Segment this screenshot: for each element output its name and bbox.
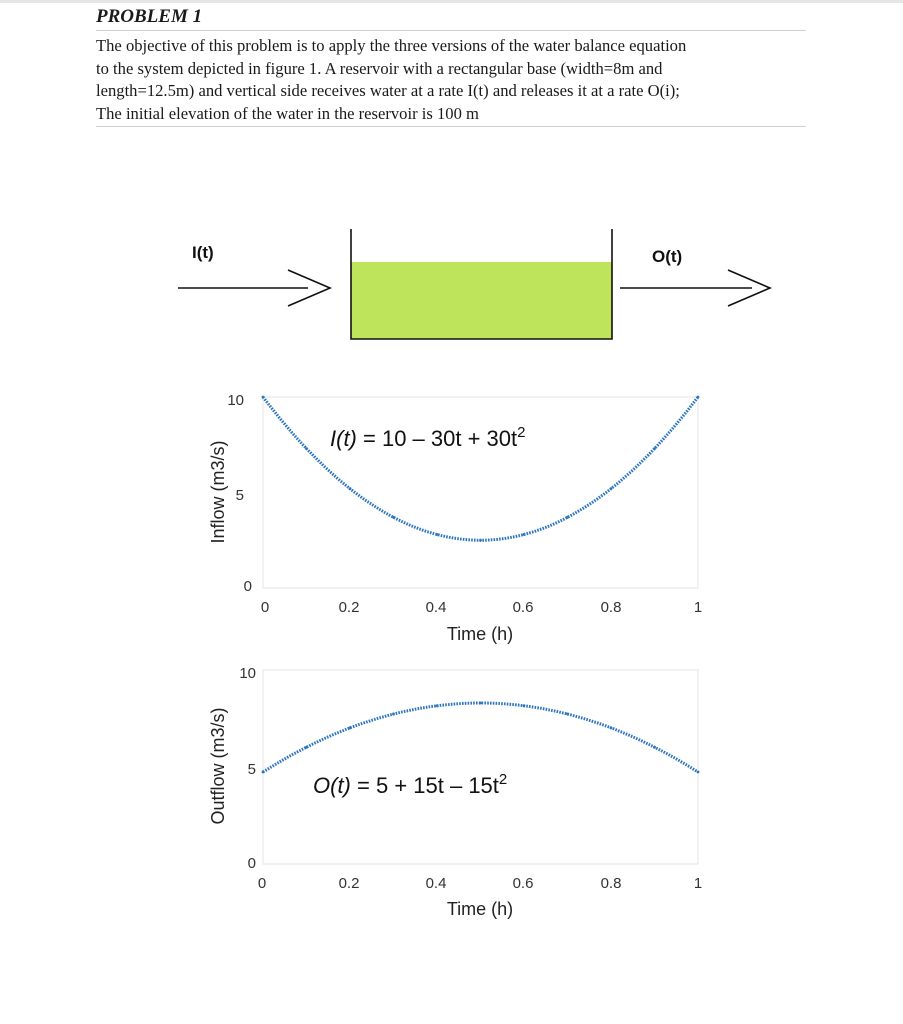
outflow-equation-rhs: 5 + 15t – 15t [375, 773, 499, 798]
inflow-point [566, 516, 569, 519]
outflow-xtick-0.2: 0.2 [338, 875, 360, 892]
outflow-point [436, 704, 439, 707]
outflow-ytick-0: 0 [247, 855, 256, 872]
outflow-equation: $O(t) = 5 + 15t - 15t^2$ [313, 771, 508, 798]
statement-line: The objective of this problem is to apply the three versions of the water balance equation [96, 36, 687, 55]
inflow-point [436, 533, 439, 536]
inflow-ytick-0: 0 [243, 578, 252, 595]
inflow-equation: $I(t) = 10 - 30t + 30t^2$ [330, 424, 526, 451]
statement-line: length=12.5m) and vertical side receives water at a rate I(t) and releases it at a rate O(i); [96, 81, 680, 100]
inflow-line [263, 397, 698, 540]
outflow-xlabel: Time (h) [446, 899, 514, 919]
outflow-point [305, 746, 308, 749]
inflow-point [697, 396, 700, 399]
outflow-point [697, 771, 700, 774]
inflow-xtick-0.6: 0.6 [512, 599, 534, 616]
inflow-point [523, 533, 526, 536]
outflow-point [566, 713, 569, 716]
reservoir-diagram [178, 229, 770, 339]
outflow-point [653, 746, 656, 749]
outflow-point [262, 771, 265, 774]
inflow-xtick-0.2: 0.2 [338, 599, 360, 616]
inflow-ylabel: Inflow (m3/s) [208, 440, 228, 544]
inflow-equation-lhs: I(t) [330, 426, 357, 451]
outflow-plot-frame [263, 670, 698, 864]
inflow-label: I(t) [192, 243, 214, 262]
outflow-point [610, 726, 613, 729]
inflow-xtick-0.8: 0.8 [600, 599, 622, 616]
inflow-ytick-5: 5 [235, 487, 244, 504]
outflow-ylabel: Outflow (m3/s) [208, 707, 228, 825]
inflow-point [392, 516, 395, 519]
outflow-point [349, 726, 352, 729]
inflow-point [479, 539, 482, 542]
outflow-point [392, 713, 395, 716]
inflow-xtick-1: 1 [693, 599, 703, 616]
inflow-point [262, 396, 265, 399]
inflow-point [349, 487, 352, 490]
reservoir-water [351, 262, 612, 339]
inflow-equation-rhs: 10 – 30t + 30t [381, 426, 518, 451]
outflow-xtick-0: 0 [257, 875, 267, 892]
outflow-xtick-0.6: 0.6 [512, 875, 534, 892]
outflow-ytick-5: 5 [247, 761, 256, 778]
outflow-ytick-10: 10 [239, 665, 256, 682]
outflow-equation-lhs: O(t) [313, 773, 351, 798]
inflow-equation-exp: 2 [517, 424, 526, 441]
problem-title: PROBLEM 1 [96, 6, 203, 27]
outflow-equation-exp: 2 [498, 771, 508, 788]
inflow-xtick-0: 0 [260, 599, 270, 616]
inflow-point [653, 447, 656, 450]
inflow-series [262, 396, 700, 542]
outflow-series [262, 702, 700, 774]
outflow-point [479, 702, 482, 705]
outflow-line [263, 703, 698, 772]
statement-line: The initial elevation of the water in the reservoir is 100 m [96, 103, 479, 123]
outflow-xtick-0.8: 0.8 [600, 875, 622, 892]
outflow-point [523, 704, 526, 707]
outflow-xtick-0.4: 0.4 [425, 875, 447, 892]
inflow-xtick-0.4: 0.4 [425, 599, 447, 616]
outflow-xtick-1: 1 [693, 875, 703, 892]
inflow-ytick-10: 10 [227, 392, 244, 409]
inflow-point [305, 447, 308, 450]
outflow-label: O(t) [652, 247, 683, 266]
inflow-xlabel: Time (h) [446, 624, 514, 644]
outflow-chart [208, 665, 702, 919]
statement-line: to the system depicted in figure 1. A reservoir with a rectangular base (width=8m and [96, 58, 663, 78]
inflow-point [610, 487, 613, 490]
inflow-chart [208, 392, 702, 644]
